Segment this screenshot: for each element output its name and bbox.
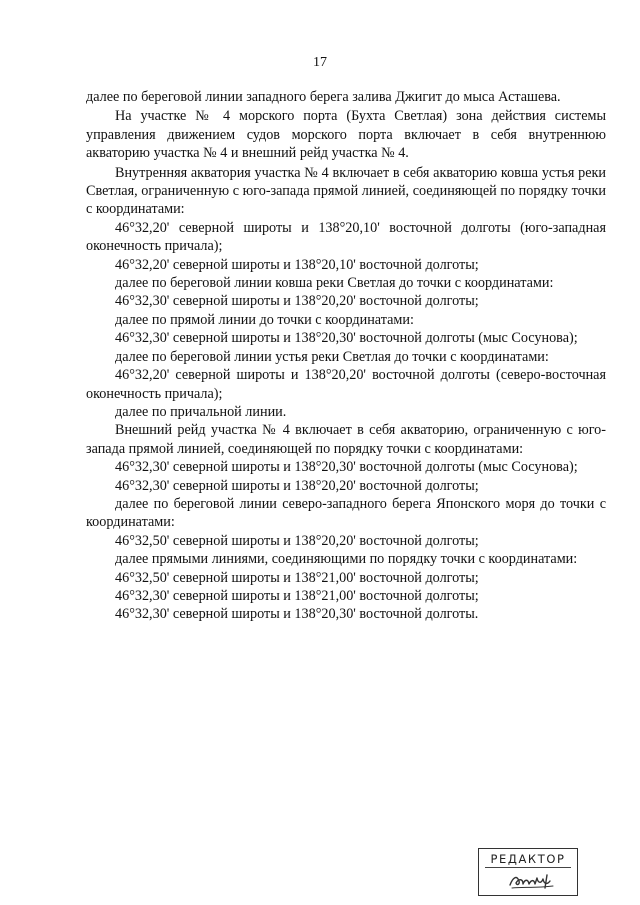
coordinate-line: 46°32,30' северной широты и 138°20,20' восточной долготы; xyxy=(115,477,479,494)
paragraph: далее прямыми линиями, соединяющими по порядку точки с координатами: xyxy=(115,551,578,568)
paragraph: далее по береговой линии западного берега залива Джигит до мыса Асташева. xyxy=(86,89,561,105)
page-number: 17 xyxy=(313,55,327,70)
stamp-title: РЕДАКТОР xyxy=(490,852,566,866)
coordinate-line: 46°32,20' северной широты и 138°20,20' восточной долготы (северо-восточная оконечность причала); xyxy=(86,367,606,402)
paragraph: далее по причальной линии. xyxy=(115,403,287,420)
coordinate-line: 46°32,20' северной широты и 138°20,10' восточной долготы (юго-западная оконечность причала); xyxy=(86,219,606,255)
paragraph: далее по прямой линии до точки с координатами: xyxy=(115,311,414,328)
stamp-divider xyxy=(485,867,571,868)
paragraph: далее по береговой линии северо-западного берега Японского моря до точки с координатами: xyxy=(86,495,606,531)
handwritten-signature-icon xyxy=(507,869,557,891)
paragraph: На участке № 4 морского порта (Бухта Светлая) зона действия системы управления движением судов морского порта включает в себя внутреннюю акваторию участка № 4 и внешний рейд участка № 4. xyxy=(86,108,606,162)
document-body xyxy=(86,88,606,624)
coordinate-line: 46°32,20' северной широты и 138°20,10' восточной долготы; xyxy=(115,256,479,273)
coordinate-line: 46°32,30' северной широты и 138°20,20' восточной долготы; xyxy=(115,293,479,310)
editor-stamp xyxy=(478,848,578,896)
coordinate-line: 46°32,50' северной широты и 138°20,20' восточной долготы; xyxy=(115,532,479,549)
coordinate-line: 46°32,50' северной широты и 138°21,00' восточной долготы; xyxy=(115,569,479,586)
coordinate-line: 46°32,30' северной широты и 138°20,30' восточной долготы (мыс Сосунова); xyxy=(115,459,578,476)
paragraph: далее по береговой линии ковша реки Светлая до точки с координатами: xyxy=(115,275,554,292)
paragraph: Внешний рейд участка № 4 включает в себя акваторию, ограниченную с юго-запада прямой линией, соединяющей по порядку точки с координатами: xyxy=(86,422,606,457)
coordinate-line: 46°32,30' северной широты и 138°20,30' восточной долготы. xyxy=(115,606,479,623)
paragraph: далее по береговой линии устья реки Светлая до точки с координатами: xyxy=(115,348,549,365)
coordinate-line: 46°32,30' северной широты и 138°21,00' восточной долготы; xyxy=(115,587,479,604)
paragraph: Внутренняя акватория участка № 4 включает в себя акваторию ковша устья реки Светлая, ограниченную с юго-запада прямой линией, соединяющей по порядку точки с координатами: xyxy=(86,164,606,218)
coordinate-line: 46°32,30' северной широты и 138°20,30' восточной долготы (мыс Сосунова); xyxy=(115,330,578,347)
